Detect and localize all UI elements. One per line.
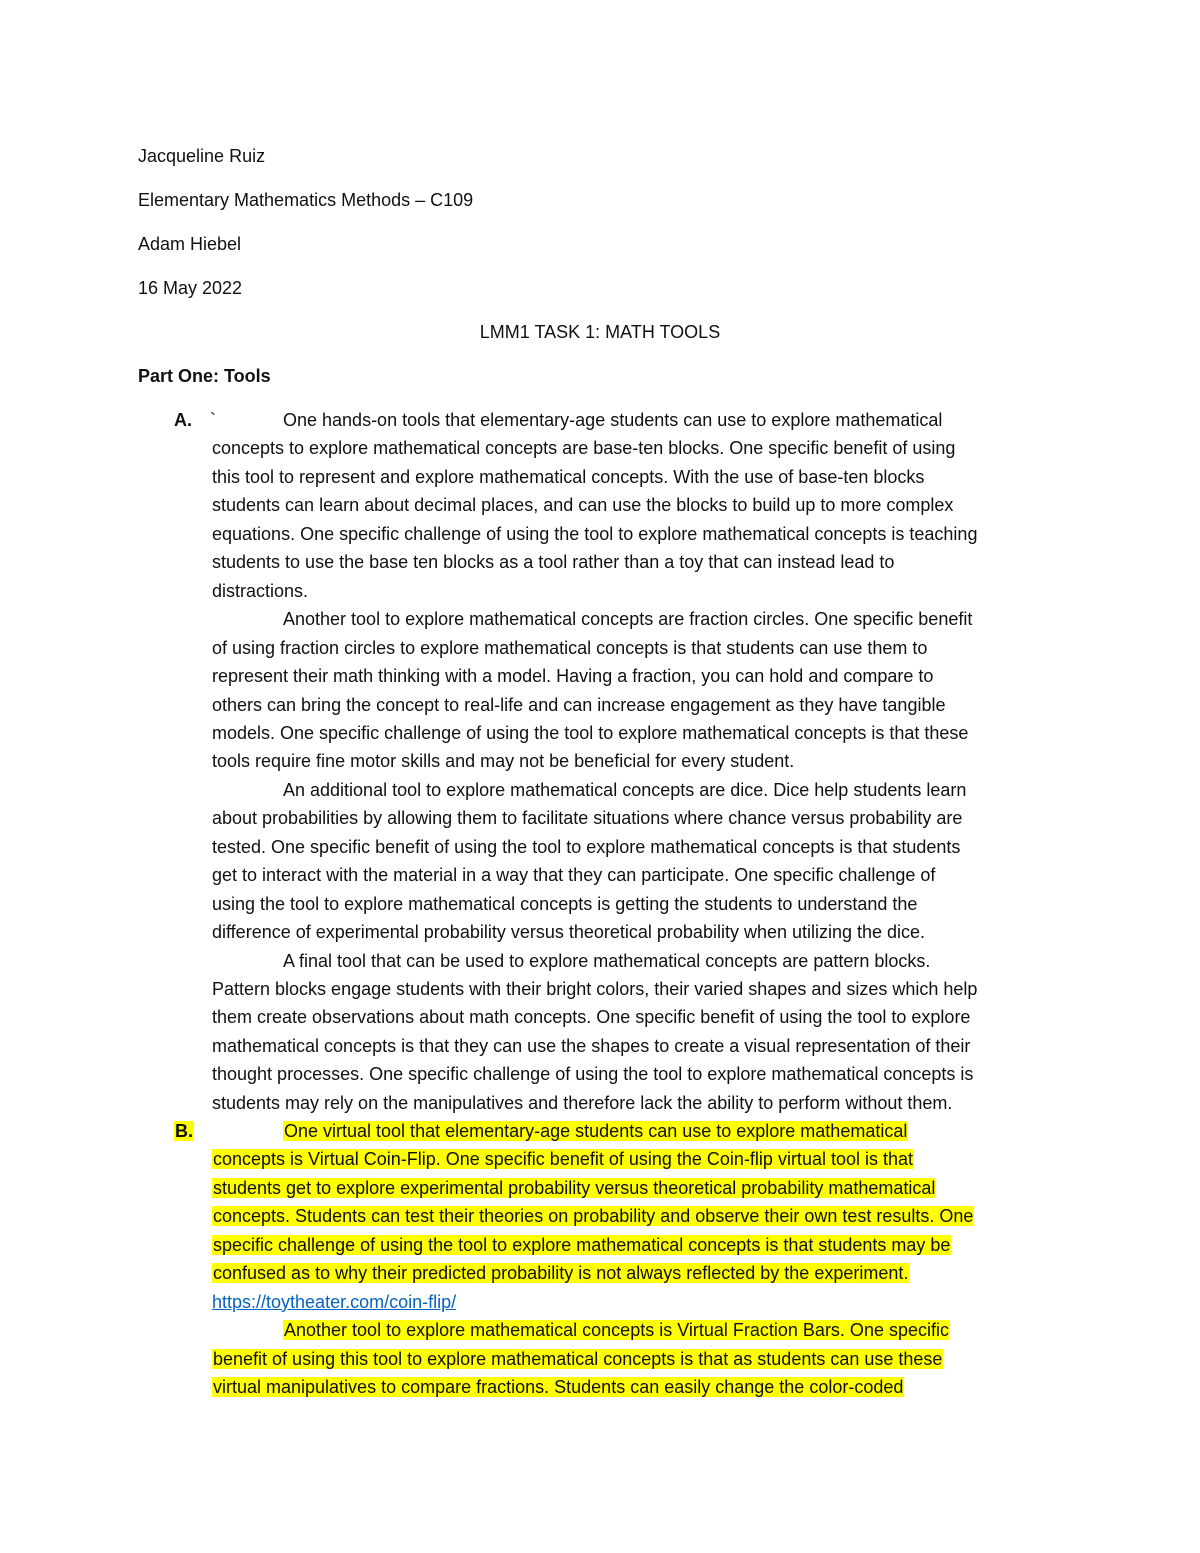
part-b-line bbox=[283, 1117, 908, 1145]
part-a-line: them create observations about math concepts. One specific benefit of using the tool to explore bbox=[212, 1007, 971, 1028]
part-a-line: this tool to represent and explore mathematical concepts. With the use of base-ten blocks bbox=[212, 466, 925, 487]
part-a-line: get to interact with the material in a way that they can participate. One specific challenge of bbox=[212, 865, 936, 886]
part-a-line: concepts to explore mathematical concepts are base-ten blocks. One specific benefit of using bbox=[212, 438, 956, 459]
list-marker-a: A. bbox=[174, 410, 192, 430]
author-name: Jacqueline Ruiz bbox=[138, 146, 266, 166]
part-a-line: A final tool that can be used to explore mathematical concepts are pattern blocks. bbox=[283, 950, 931, 971]
part-b-line bbox=[283, 1316, 950, 1344]
part-a-line: about probabilities by allowing them to facilitate situations where chance versus probability are bbox=[212, 808, 963, 829]
part-a-line: mathematical concepts is that they can use the shapes to create a visual representation of their bbox=[212, 1035, 971, 1056]
coin-flip-link-line bbox=[212, 1288, 456, 1316]
part-b-line bbox=[212, 1373, 904, 1401]
part-a-line: tested. One specific benefit of using the tool to explore mathematical concepts is that students bbox=[212, 836, 961, 857]
part-b-line bbox=[212, 1345, 943, 1373]
part-a-line: One hands-on tools that elementary-age students can use to explore mathematical bbox=[283, 410, 943, 430]
part-a-line: models. One specific challenge of using the tool to explore mathematical concepts is that these bbox=[212, 722, 969, 743]
part-b-line-text: concepts is Virtual Coin-Flip. One specific benefit of using the Coin-flip virtual tool is that bbox=[213, 1149, 914, 1170]
part-a-line: students to use the base ten blocks as a tool rather than a toy that can instead lead to bbox=[212, 552, 895, 573]
instructor-name: Adam Hiebel bbox=[138, 234, 242, 254]
part-b-line bbox=[212, 1231, 951, 1259]
part-b-line bbox=[212, 1202, 974, 1230]
part-a-line: An additional tool to explore mathematical concepts are dice. Dice help students learn bbox=[283, 779, 967, 800]
part-b-line-text: benefit of using this tool to explore mathematical concepts is that as students can use these bbox=[213, 1348, 943, 1369]
part-b-line-text: One virtual tool that elementary-age students can use to explore mathematical bbox=[284, 1121, 908, 1141]
list-marker-b bbox=[174, 1117, 194, 1145]
part-b-line-text: Another tool to explore mathematical concepts is Virtual Fraction Bars. One specific bbox=[284, 1320, 949, 1341]
part-a-line: difference of experimental probability versus theoretical probability when utilizing the dice. bbox=[212, 922, 926, 943]
part-a-line: using the tool to explore mathematical concepts is getting the students to understand the bbox=[212, 893, 918, 914]
part-a-line: represent their math thinking with a model. Having a fraction, you can hold and compare to bbox=[212, 666, 934, 687]
part-a-line: Another tool to explore mathematical concepts are fraction circles. One specific benefit bbox=[283, 609, 973, 630]
part-b-line-text: specific challenge of using the tool to explore mathematical concepts is that students may be bbox=[213, 1234, 951, 1255]
part-a-line: others can bring the concept to real-life and can increase engagement as they have tangible bbox=[212, 694, 946, 715]
part-b-line bbox=[212, 1259, 909, 1287]
part-a-line: distractions. bbox=[212, 580, 309, 601]
list-marker-b-text: B. bbox=[175, 1121, 193, 1141]
part-a-line: students may rely on the manipulatives and therefore lack the ability to perform without them. bbox=[212, 1092, 953, 1113]
part-b-line-text: virtual manipulatives to compare fractions. Students can easily change the color-coded bbox=[213, 1377, 904, 1398]
part-b-line bbox=[212, 1145, 914, 1173]
stray-backtick: ` bbox=[210, 410, 216, 430]
part-a-line: thought processes. One specific challenge of using the tool to explore mathematical concepts is bbox=[212, 1064, 974, 1085]
part-b-line-text: confused as to why their predicted probability is not always reflected by the experiment. bbox=[213, 1263, 909, 1284]
part-a-line: of using fraction circles to explore mathematical concepts is that students can use them to bbox=[212, 637, 928, 658]
part-a-line: students can learn about decimal places, and can use the blocks to build up to more complex bbox=[212, 495, 954, 516]
part-b-line-text: concepts. Students can test their theories on probability and observe their own test results. One bbox=[213, 1206, 974, 1227]
part-b-line bbox=[212, 1174, 936, 1202]
part-b-line-text: students get to explore experimental probability versus theoretical probability mathematical bbox=[213, 1177, 936, 1198]
section-heading: Part One: Tools bbox=[138, 366, 271, 386]
coin-flip-link[interactable]: https://toytheater.com/coin-flip/ bbox=[212, 1291, 457, 1312]
course-name: Elementary Mathematics Methods – C109 bbox=[138, 190, 474, 210]
document-date: 16 May 2022 bbox=[138, 278, 243, 298]
part-a-line: equations. One specific challenge of using the tool to explore mathematical concepts is teaching bbox=[212, 523, 978, 544]
part-a-line: tools require fine motor skills and may not be beneficial for every student. bbox=[212, 751, 795, 772]
part-a-line: Pattern blocks engage students with their bright colors, their varied shapes and sizes which help bbox=[212, 979, 978, 999]
document-title: LMM1 TASK 1: MATH TOOLS bbox=[479, 322, 721, 342]
